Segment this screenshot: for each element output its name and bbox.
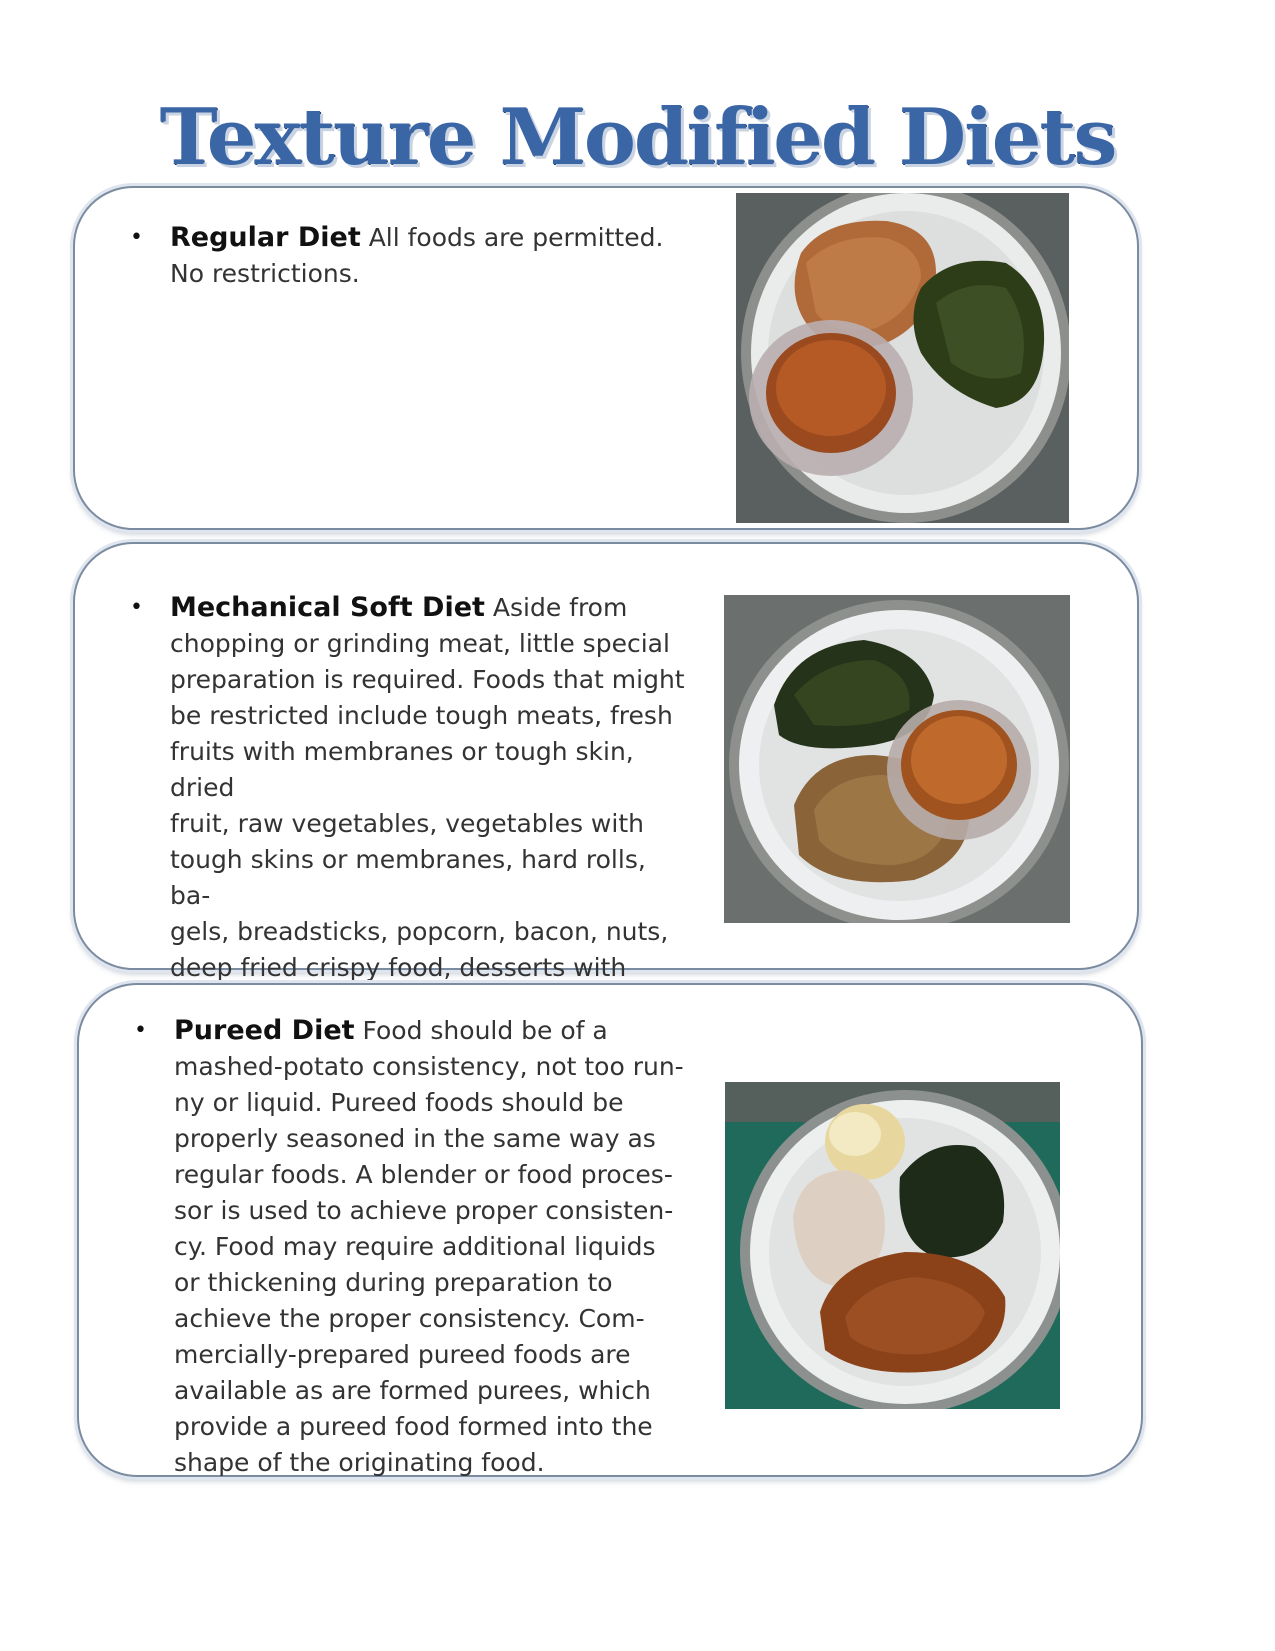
text-line: or thickening during preparation to <box>174 1268 613 1297</box>
pureed-diet-heading: Pureed Diet <box>174 1015 355 1046</box>
text-line: mercially-prepared pureed foods are <box>174 1340 631 1369</box>
text-line: available as are formed purees, which <box>174 1376 651 1405</box>
text-line: All foods are permitted. <box>368 223 664 252</box>
text-line: tough skins or membranes, hard rolls, ba- <box>170 845 646 910</box>
mechanical-soft-diet-heading: Mechanical Soft Diet <box>170 592 485 623</box>
text-line: provide a pureed food formed into the <box>174 1412 653 1441</box>
regular-diet-panel <box>73 186 1139 530</box>
text-line: Aside from <box>492 593 628 622</box>
text-line: ny or liquid. Pureed foods should be <box>174 1088 624 1117</box>
text-line: properly seasoned in the same way as <box>174 1124 656 1153</box>
text-line: fruits with membranes or tough skin, dried <box>170 737 634 802</box>
pureed-diet-text <box>134 1013 694 1481</box>
text-line: Food should be of a <box>362 1016 608 1045</box>
pureed-diet-panel <box>77 983 1143 1477</box>
page-title: Texture Modified Diets <box>159 92 1116 183</box>
bullet-icon: • <box>130 225 143 250</box>
text-line: deep fried crispy food, desserts with <box>170 953 627 982</box>
text-line: sor is used to achieve proper consisten- <box>174 1196 674 1225</box>
mechanical-soft-diet-panel <box>73 542 1139 982</box>
pureed-diet-photo <box>725 1082 1060 1409</box>
mechanical-soft-diet-photo <box>724 595 1070 923</box>
text-line: cy. Food may require additional liquids <box>174 1232 656 1261</box>
text-line: shape of the originating food. <box>174 1448 545 1477</box>
text-line: gels, breadsticks, popcorn, bacon, nuts, <box>170 917 669 946</box>
text-line: mashed-potato consistency, not too run- <box>174 1052 684 1081</box>
text-line: chopping or grinding meat, little special <box>170 629 670 658</box>
regular-diet-text <box>130 220 670 292</box>
regular-diet-photo <box>736 193 1069 523</box>
text-line: fruit, raw vegetables, vegetables with <box>170 809 644 838</box>
text-line: preparation is required. Foods that might <box>170 665 685 694</box>
bullet-icon: • <box>130 595 143 620</box>
bullet-icon: • <box>134 1018 147 1043</box>
regular-diet-heading: Regular Diet <box>170 222 361 253</box>
text-line: No restrictions. <box>170 259 360 288</box>
text-line: be restricted include tough meats, fresh <box>170 701 673 730</box>
text-line: regular foods. A blender or food proces- <box>174 1160 673 1189</box>
mechanical-soft-diet-text <box>130 590 690 1022</box>
text-line: achieve the proper consistency. Com- <box>174 1304 645 1333</box>
